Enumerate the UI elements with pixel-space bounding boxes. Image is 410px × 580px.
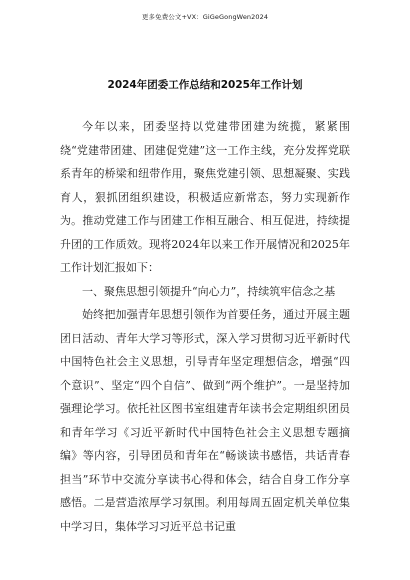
document-title: 2024年团委工作总结和2025年工作计划 <box>107 79 303 91</box>
header-note: 更多免费公文+VX：GiGeGongWen2024 <box>141 13 269 21</box>
section-heading: 一、聚焦思想引领提升“向心力”，持续筑牢信念之基 <box>82 284 336 298</box>
section-paragraph: 始终把加强青年思想引领作为首要任务，通过开展主题团日活动、青年大学习等形式，深入学习贯彻习近平新时代中国特色社会主义思想，引导青年坚定理想信念，增强“四个意识”、坚定“四个自信”、做到“两个维护”。一是坚持加强理论学习。依托社区图书室组建青年读书会定期组织团员和青年学习《习近平新时代中国特色社会主义思想专题摘编》等内容，引导团员和青年在“畅谈读书感悟，共话青春担当”环节中交流分享读书心得和体会，结合自身工作分享感悟。二是营造浓厚学习氛围。利用每周五固定机关单位集中学习日，集体学习习近平总书记重 <box>60 308 350 533</box>
intro-paragraph: 今年以来，团委坚持以党建带团建为统揽，紧紧围绕“党建带团建、团建促党建”这一工作主线，充分发挥党联系青年的桥梁和纽带作用，聚焦党建引领、思想凝聚、实践育人，狠抓团组织建设，积极适应新常态，努力实现新作为。推动党建工作与团建工作相互融合、相互促进，持续提升团的工作质效。现将2024年以来工作开展情况和2025年工作计划汇报如下： <box>60 120 350 274</box>
document-body <box>60 115 350 538</box>
